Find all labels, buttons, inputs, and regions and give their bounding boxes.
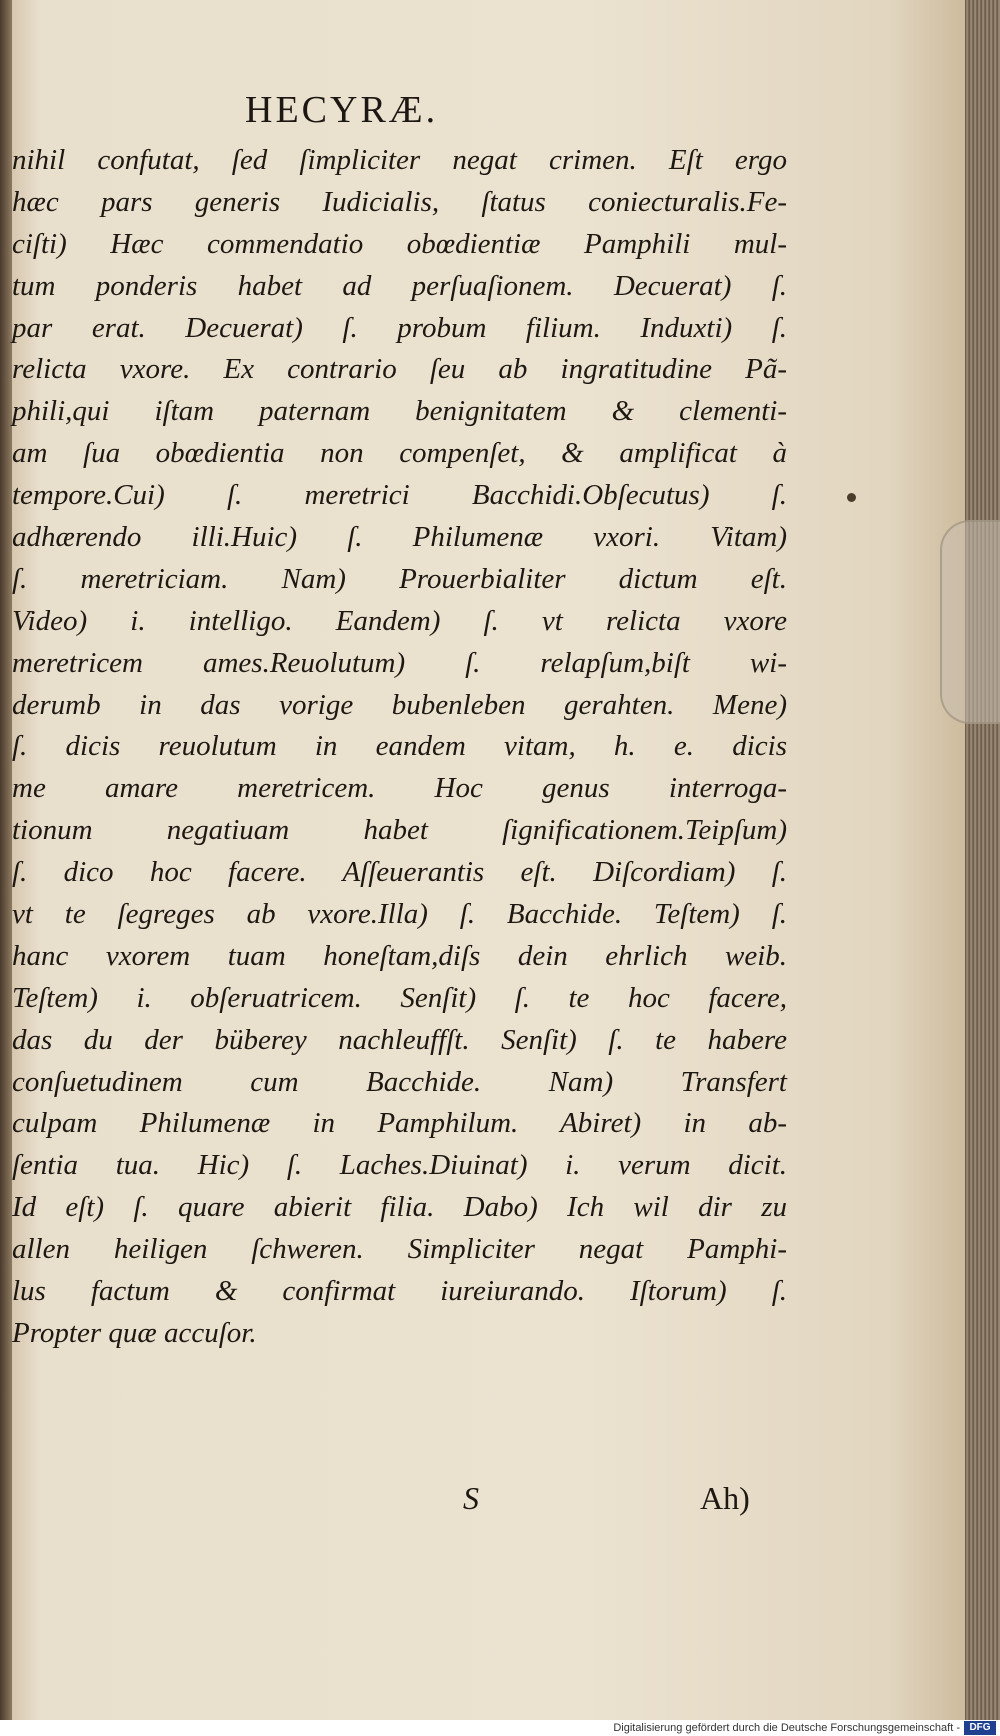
text-line: hæc pars generis Iudicialis, ſtatus coniecturalis.Fe- (12, 185, 787, 218)
text-line: das du der büberey nachleuffſt. Senſit) ſ. te habere (12, 1023, 787, 1056)
text-line: tionum negatiuam habet ſignificationem.Teipſum) (12, 814, 787, 847)
text-line: conſuetudinem cum Bacchide. Nam) Transfert (12, 1065, 787, 1098)
text-line: allen heiligen ſchweren. Simpliciter negat Pamphi- (12, 1233, 787, 1266)
text-line: Propter quæ accuſor. (12, 1316, 257, 1349)
text-line: meretricem ames.Reuolutum) ſ. relapſum,biſt wi- (12, 646, 787, 679)
text-line: ſ. dico hoc facere. Aſſeuerantis eſt. Diſcordiam) ſ. (12, 856, 787, 889)
text-line: am ſua obœdientia non compenſet, & amplificat à (12, 437, 787, 470)
text-line: adhærendo illi.Huic) ſ. Philumenæ vxori. Vitam) (12, 521, 787, 554)
ink-spot (847, 493, 856, 502)
text-line: Id eſt) ſ. quare abierit filia. Dabo) Ich wil dir zu (12, 1191, 787, 1224)
text-line: tum ponderis habet ad perſuaſionem. Decuerat) ſ. (12, 269, 787, 302)
text-line: phili,qui iſtam paternam benignitatem & clementi- (12, 395, 787, 428)
catchword: Ah) (700, 1480, 750, 1516)
text-line: me amare meretricem. Hoc genus interroga- (12, 772, 787, 805)
text-line: ſ. dicis reuolutum in eandem vitam, h. e. dicis (12, 730, 787, 763)
text-line: par erat. Decuerat) ſ. probum filium. Induxti) ſ. (12, 311, 787, 344)
page-clip-tab (940, 520, 1000, 724)
text-line: nihil confutat, ſed ſimpliciter negat crimen. Eſt ergo (12, 144, 787, 176)
text-line: lus factum & confirmat iureiurando. Iſtorum) ſ. (12, 1275, 787, 1308)
text-line: Video) i. intelligo. Eandem) ſ. vt relicta vxore (12, 604, 787, 637)
dfg-logo: DFG (964, 1721, 996, 1735)
text-line: Teſtem) i. obſeruatricem. Senſit) ſ. te hoc facere, (12, 981, 787, 1014)
signature-mark: S (463, 1480, 479, 1516)
text-line: culpam Philumenæ in Pamphilum. Abiret) in ab- (12, 1107, 787, 1140)
digitization-footer (0, 1720, 1000, 1736)
running-head: HECYRÆ. (245, 89, 439, 131)
text-line: ciſti) Hæc commendatio obœdientiæ Pamphili mul- (12, 227, 787, 260)
text-line: hanc vxorem tuam honeſtam,diſs dein ehrlich weib. (12, 939, 787, 972)
body-text (12, 140, 787, 1355)
funding-credit: Digitalisierung gefördert durch die Deutsche Forschungsgemeinschaft - (613, 1722, 960, 1734)
binding-edge (0, 0, 12, 1720)
text-line: vt te ſegreges ab vxore.Illa) ſ. Bacchide. Teſtem) ſ. (12, 898, 787, 931)
fore-edge (965, 0, 1000, 1720)
text-line: ſ. meretriciam. Nam) Prouerbialiter dictum eſt. (12, 562, 787, 595)
text-line: ſentia tua. Hic) ſ. Laches.Diuinat) i. verum dicit. (12, 1149, 787, 1182)
text-line: derumb in das vorige bubenleben gerahten. Mene) (12, 688, 787, 721)
text-line: relicta vxore. Ex contrario ſeu ab ingratitudine Pã- (12, 353, 787, 386)
text-line: tempore.Cui) ſ. meretrici Bacchidi.Obſecutus) ſ. (12, 479, 787, 512)
